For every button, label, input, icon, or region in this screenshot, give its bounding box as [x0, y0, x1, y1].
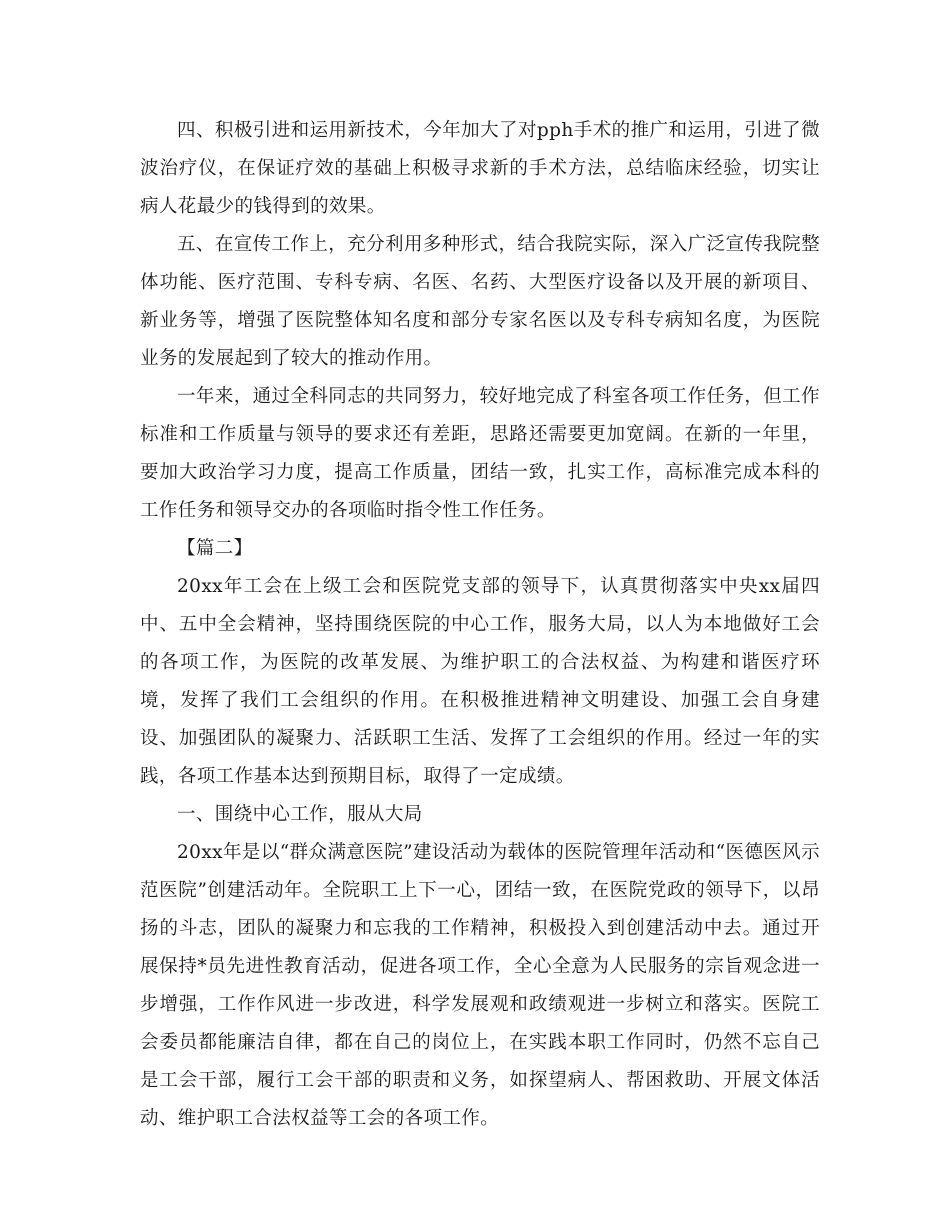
document-body: [140, 112, 820, 1138]
section-heading-part-two: 【篇二】: [177, 538, 253, 559]
paragraph-union-overview: 20xx年工会在上级工会和医院党支部的领导下，认真贯彻落实中央xx届四中、五中全会精神，坚持围绕医院的中心工作，服务大局，以人为本地做好工会的各项工作，为医院的改革发展、为维护职工的合法权益、为构建和谐医疗环境，发挥了我们工会组织的作用。在积极推进精神文明建设、加强工会自身建设、加强团队的凝聚力、活跃职工生活、发挥了工会组织的作用。经过一年的实践，各项工作基本达到预期目标，取得了一定成绩。: [140, 576, 820, 787]
subheading-center-work: 一、围绕中心工作，服从大局: [177, 804, 423, 825]
paragraph-publicity: 五、在宣传工作上，充分利用多种形式，结合我院实际，深入广泛宣传我院整体功能、医疗范围、专科专病、名医、名药、大型医疗设备以及开展的新项目、新业务等，增强了医院整体知名度和部分专家名医以及专科专病知名度，为医院业务的发展起到了较大的推动作用。: [140, 234, 820, 369]
paragraph-new-technology: 四、积极引进和运用新技术，今年加大了对pph手术的推广和运用，引进了微波治疗仪，在保证疗效的基础上积极寻求新的手术方法，总结临床经验，切实让病人花最少的钱得到的效果。: [140, 120, 820, 217]
paragraph-year-summary: 一年来，通过全科同志的共同努力，较好地完成了科室各项工作任务，但工作标准和工作质量与领导的要求还有差距，思路还需要更加宽阔。在新的一年里，要加大政治学习力度，提高工作质量，团结一致，扎实工作，高标准完成本科的工作任务和领导交办的各项临时指令性工作任务。: [140, 386, 820, 521]
paragraph-management-year: 20xx年是以“群众满意医院”建设活动为载体的医院管理年活动和“医德医风示范医院”创建活动年。全院职工上下一心，团结一致，在医院党政的领导下，以昂扬的斗志，团队的凝聚力和忘我的工作精神，积极投入到创建活动中去。通过开展保持*员先进性教育活动，促进各项工作，全心全意为人民服务的宗旨观念进一步增强，工作作风进一步改进，科学发展观和政绩观进一步树立和落实。医院工会委员都能廉洁自律，都在自己的岗位上，在实践本职工作同时，仍然不忘自己是工会干部，履行工会干部的职责和义务，如探望病人、帮困救助、开展文体活动、维护职工合法权益等工会的各项工作。: [140, 842, 820, 1129]
